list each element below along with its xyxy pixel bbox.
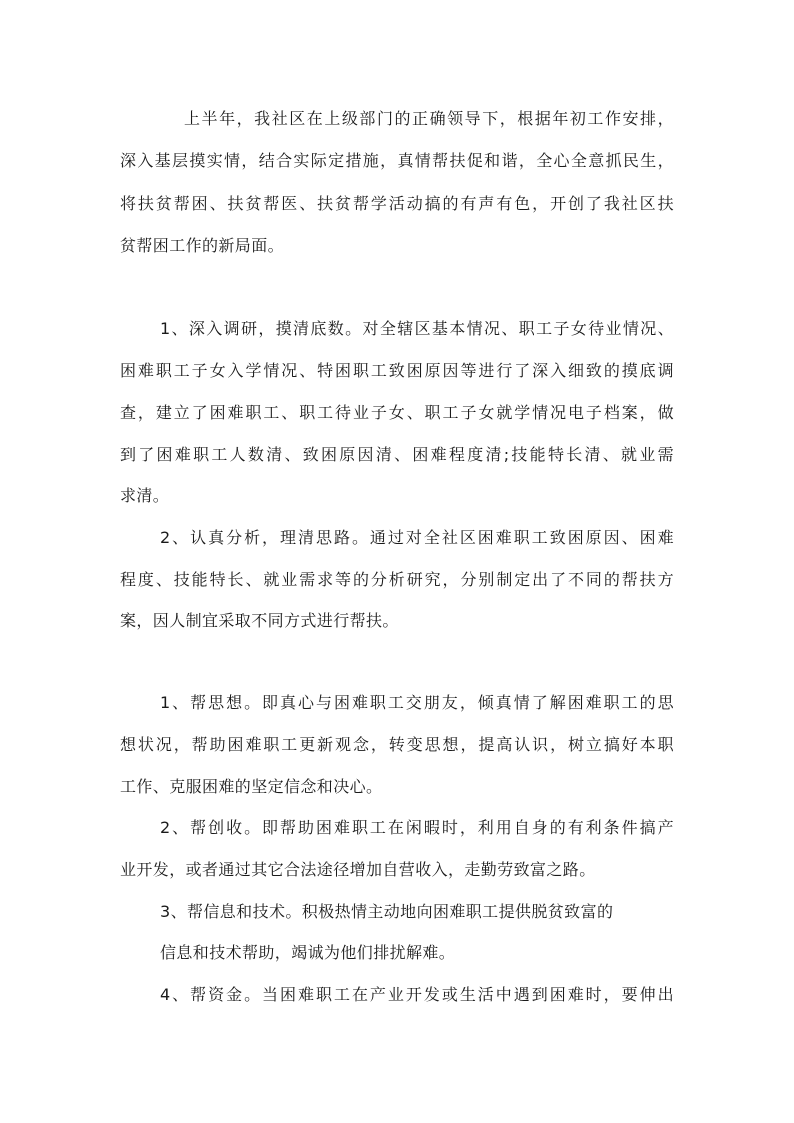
paragraph-4-line-1: 1、帮思想。即真心与困难职工交朋友，倾真情了解困难职工的思: [160, 693, 674, 712]
paragraph-7-line-1: 4、帮资金。当困难职工在产业开发或生活中遇到困难时，要伸出: [160, 985, 674, 1004]
paragraph-6-line-2: 信息和技术帮助，竭诚为他们排扰解难。: [160, 943, 456, 962]
paragraph-1-line-1: 上半年，我社区在上级部门的正确领导下，根据年初工作安排，: [184, 109, 674, 128]
paragraph-6-line-1: 3、帮信息和技术。积极热情主动地向困难职工提供脱贫致富的: [160, 902, 614, 921]
paragraph-1-line-3: 将扶贫帮困、扶贫帮医、扶贫帮学活动搞的有声有色，开创了我社区扶: [120, 194, 674, 213]
paragraph-1-line-2: 深入基层摸实情，结合实际定措施，真情帮扶促和谐，全心全意抓民生，: [120, 151, 674, 170]
paragraph-1-line-4: 贫帮困工作的新局面。: [120, 236, 285, 255]
paragraph-3-line-2: 程度、技能特长、就业需求等的分析研究，分别制定出了不同的帮扶方: [120, 570, 674, 589]
paragraph-5-line-2: 业开发，或者通过其它合法途径增加自营收入，走勤劳致富之路。: [120, 860, 596, 879]
paragraph-2-line-1: 1、深入调研，摸清底数。对全辖区基本情况、职工子女待业情况、: [160, 319, 674, 338]
paragraph-3-line-1: 2、认真分析，理清思路。通过对全社区困难职工致困原因、困难: [160, 528, 674, 547]
paragraph-2-line-2: 困难职工子女入学情况、特困职工致困原因等进行了深入细致的摸底调: [120, 361, 674, 380]
paragraph-2-line-5: 求清。: [120, 486, 170, 505]
paragraph-4-line-3: 工作、克服困难的坚定信念和决心。: [120, 777, 383, 796]
paragraph-5-line-1: 2、帮创收。即帮助困难职工在闲暇时，利用自身的有利条件搞产: [160, 818, 674, 837]
paragraph-2-line-4: 到了困难职工人数清、致困原因清、困难程度清;技能特长清、就业需: [120, 445, 674, 464]
paragraph-2-line-3: 查，建立了困难职工、职工待业子女、职工子女就学情况电子档案，做: [120, 403, 674, 422]
paragraph-3-line-3: 案，因人制宜采取不同方式进行帮扶。: [120, 611, 399, 630]
paragraph-4-line-2: 想状况，帮助困难职工更新观念，转变思想，提高认识，树立搞好本职: [120, 735, 674, 754]
